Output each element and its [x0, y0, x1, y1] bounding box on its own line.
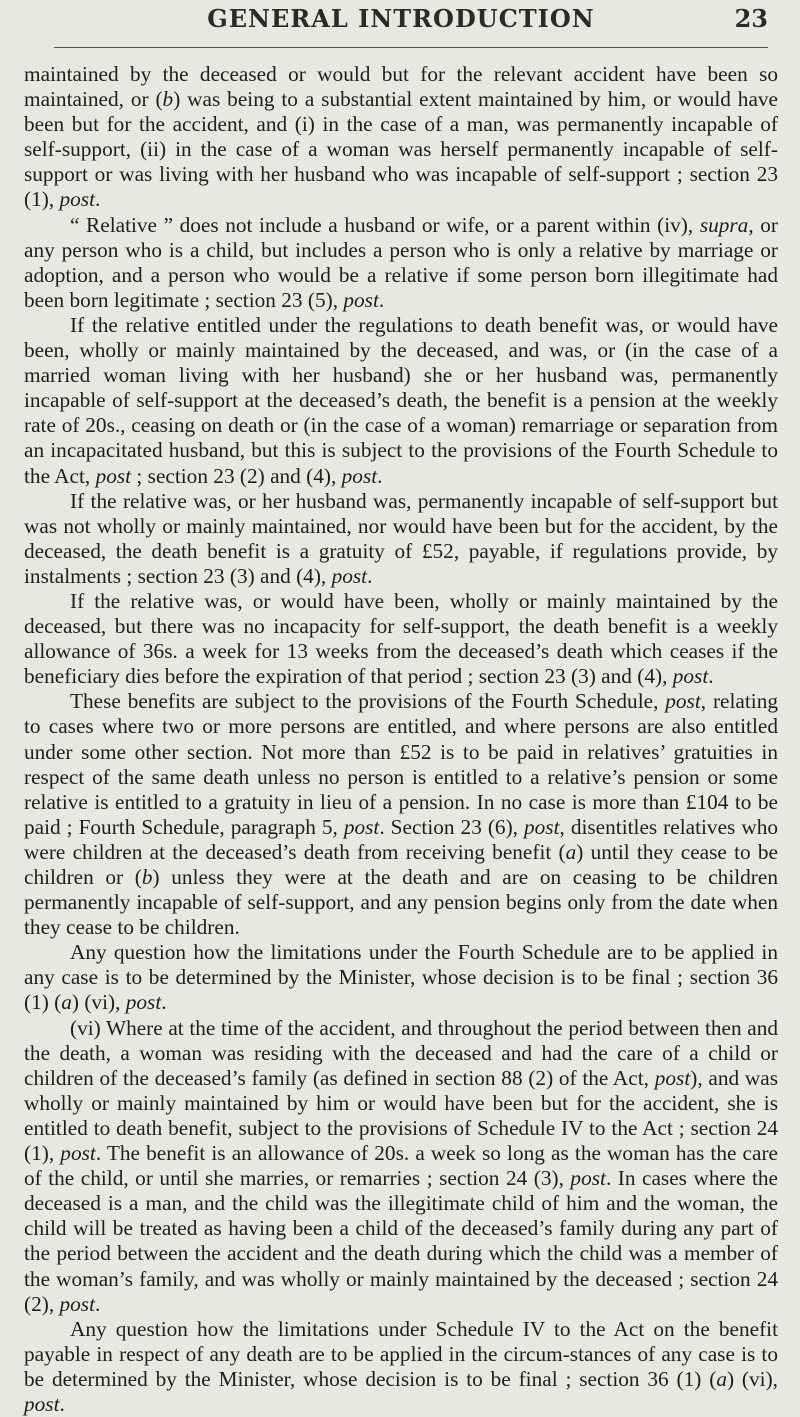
running-head	[24, 0, 778, 52]
paragraph-5: If the relative was, or would have been, wholly or mainly maintained by the deceased, but there was no incapacity for self-support, the death benefit is a weekly allowance of 36s. a week for 13 weeks from the deceased’s death which ceases if the beneficiary dies before the expiration of that period ; section 23 (3) and (4), post.	[24, 588, 778, 689]
paragraph-6: These benefits are subject to the provisions of the Fourth Schedule, post, relating to cases where two or more persons are entitled, and where persons are also entitled under some other section. Not more than £52 is to be paid in relatives’ gratuities in respect of the same death unless no person is entitled to a relative’s pension or some relative is entitled to a gratuity in lieu of a pension. In no case is more than £104 to be paid ; Fourth Schedule, paragraph 5, post. Section 23 (6), post, disentitles relatives who were children at the deceased’s death from receiving benefit (a) until they cease to be children or (b) unless they were at the death and are on ceasing to be children permanently incapable of self-support, and any pension begins only from the date when they cease to be children.	[24, 689, 779, 940]
paragraph-9: Any question how the limitations under Schedule IV to the Act on the benefit payable in respect of any death are to be applied in the circum-stances of any case is to be determined by the Minister, whose decision is to be final ; section 36 (1) (a) (vi), post.	[24, 1316, 778, 1416]
body-text	[24, 62, 778, 1417]
page-number: 23	[734, 4, 768, 33]
paragraph-8: (vi) Where at the time of the accident, and throughout the period between then and the death, a woman was residing with the deceased and had the care of a child or children of the deceased’s family (as defined in section 88 (2) of the Act, post), and was wholly or mainly maintained by him or would have been but for the accident, she is entitled to death benefit, subject to the provisions of Schedule IV to the Act ; section 24 (1), post. The benefit is an allowance of 20s. a week so long as the woman has the care of the child, or until she marries, or remarries ; section 24 (3), post. In cases where the deceased is a man, and the child was the illegitimate child of him and the woman, the child will be treated as having been a child of the deceased’s family during any part of the period between the accident and the death during which the child was a member of the woman’s family, and was wholly or mainly maintained by the deceased ; section 24 (2), post.	[24, 1015, 778, 1316]
paragraph-1: maintained by the deceased or would but for the relevant accident have been so maintained, or (b) was being to a substantial extent maintained by him, or would have been but for the accident, and (i) in the case of a man, was permanently incapable of self-support, (ii) in the case of a woman was herself permanently incapable of self-support or was living with her husband who was incapable of self-support ; section 23 (1), post.	[24, 62, 778, 212]
running-title: GENERAL INTRODUCTION	[207, 4, 595, 33]
header-rule	[54, 47, 768, 48]
paragraph-2: “ Relative ” does not include a husband or wife, or a parent within (iv), supra, or any person who is a child, but includes a person who is only a relative by marriage or adoption, and a person who would be a relative if some person born illegitimate had been born legitimate ; section 23 (5), post.	[24, 212, 778, 312]
paragraph-7: Any question how the limitations under the Fourth Schedule are to be applied in any case is to be determined by the Minister, whose decision is to be final ; section 36 (1) (a) (vi), post.	[24, 940, 778, 1015]
paragraph-3: If the relative entitled under the regulations to death benefit was, or would have been, wholly or mainly maintained by the deceased, and was, or (in the case of a married woman living with her husband) she or her husband was, permanently incapable of self-support at the deceased’s death, the benefit is a pension at the weekly rate of 20s., ceasing on death or (in the case of a woman) remarriage or separation from an incapacitated husband, but this is subject to the provisions of the Fourth Schedule to the Act, post ; section 23 (2) and (4), post.	[24, 312, 778, 488]
paragraph-4: If the relative was, or her husband was, permanently incapable of self-support but was not wholly or mainly maintained, nor would have been but for the accident, by the deceased, the death benefit is a gratuity of £52, payable, if regulations provide, by instalments ; section 23 (3) and (4), post.	[24, 488, 778, 588]
